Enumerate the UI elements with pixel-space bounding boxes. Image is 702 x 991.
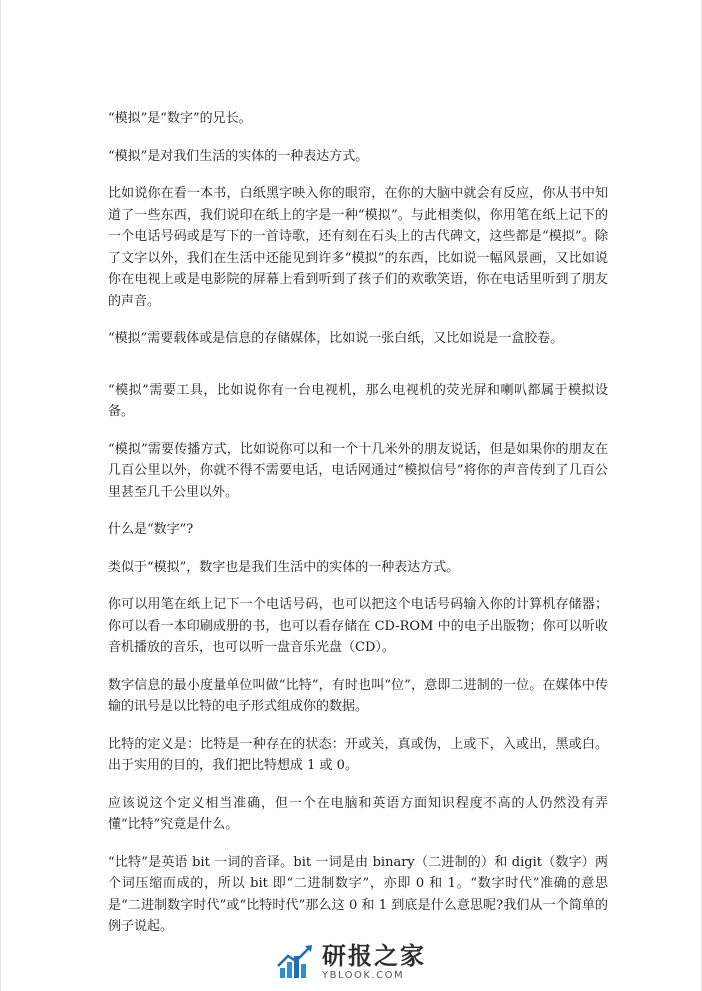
paragraph-8: 类似于“模拟”，数字也是我们生活中的实体的一种表达方式。	[108, 559, 460, 575]
logo-name: 研报之家	[322, 941, 426, 970]
paragraph-13: “比特”是英语 bit 一词的音译。bit 一词是由 binary（二进制的）和 digit（数字）两个词压缩而成的，所以 bit 即“二进制数字”，亦即 0 和 1。“数字时代”准确的意思是“二进制数字时代”或“比特时代”那么这 0 和 1 到底是什么意思呢?我们从一个简单的例子说起。	[108, 854, 608, 934]
paragraph-3: 比如说你在看一本书，白纸黑字映入你的眼帘，在你的大脑中就会有反应，你从书中知道了一些东西，我们说印在纸上的字是一种“模拟”。与此相类似，你用笔在纸上记下的一个电话号码或是写下的一首诗歌，还有刻在石头上的古代碑文，这些都是“模拟”。除了文字以外，我们在生活中还能见到许多“模拟”的东西，比如说一幅风景画，又比如说你在电视上或是电影院的屏幕上看到听到了孩子们的欢歌笑语，你在电话里听到了朋友的声音。	[108, 186, 608, 309]
paragraph-1: “模拟”是“数字”的兄长。	[108, 111, 252, 126]
logo-text	[322, 941, 426, 981]
paragraph-11: 比特的定义是：比特是一种存在的状态：开或关，真或伪，上或下，入或出，黑或白。出于实用的目的，我们把比特想成 1 或 0。	[108, 736, 608, 773]
logo-url: YBLOOK.COM	[322, 969, 405, 981]
paragraph-10: 数字信息的最小度量单位叫做“比特”，有时也叫“位”，意即二进制的一位。在媒体中传输的讯号是以比特的电子形式组成你的数据。	[108, 677, 608, 714]
paragraph-4: “模拟”需要载体或是信息的存储媒体，比如说一张白纸，又比如说是一盒胶卷。	[108, 331, 564, 346]
paragraph-2: “模拟”是对我们生活的实体的一种表达方式。	[108, 148, 369, 164]
paragraph-12: 应该说这个定义相当准确，但一个在电脑和英语方面知识程度不高的人仍然没有弄懂“比特”究竟是什么。	[108, 795, 608, 832]
paragraph-6: “模拟”需要传播方式，比如说你可以和一个十几米外的朋友说话，但是如果你的朋友在几百公里以外，你就不得不需要电话，电话网通过“模拟信号”将你的声音传到了几百公里甚至几千公里以外。	[108, 441, 608, 500]
document-body	[108, 108, 608, 954]
paragraph-9: 你可以用笔在纸上记下一个电话号码，也可以把这个电话号码输入你的计算机存储器；你可以看一本印刷成册的书，也可以看存储在 CD-ROM 中的电子出版物；你可以听收音机播放的音乐，也可以听一盘音乐光盘（CD）。	[108, 597, 608, 655]
spacer	[108, 366, 608, 380]
bar-chart-logo-icon	[276, 942, 316, 982]
paragraph-7: 什么是“数字”?	[108, 522, 194, 537]
watermark-logo	[276, 941, 456, 983]
paragraph-5: “模拟”需要工具，比如说你有一台电视机，那么电视机的荧光屏和喇叭都属于模拟设备。	[108, 382, 608, 419]
